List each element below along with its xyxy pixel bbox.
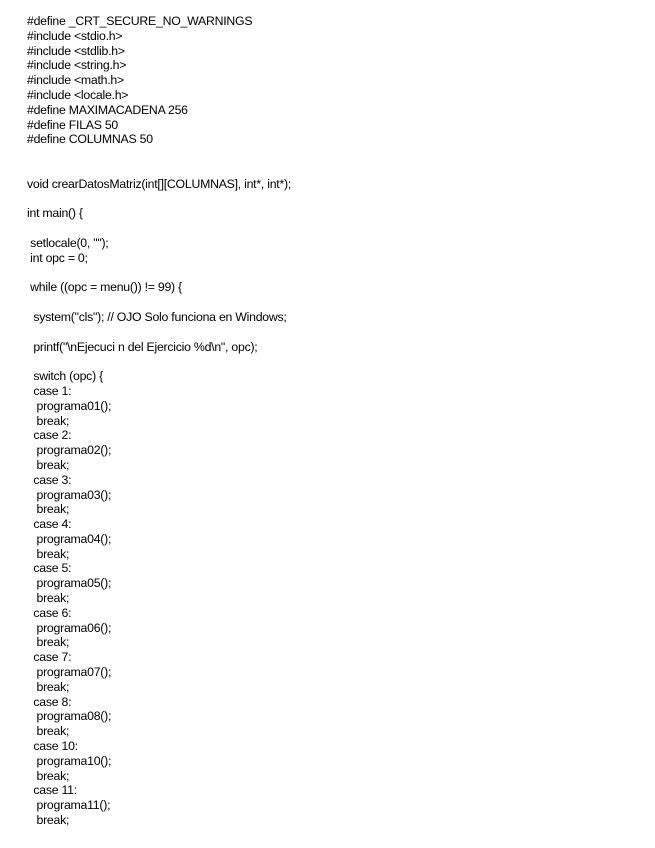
code-line: case 8: — [27, 694, 72, 709]
code-line: break; — [27, 724, 70, 739]
code-line: break; — [27, 679, 70, 694]
code-line: programa02(); — [27, 443, 112, 458]
code-line: #define _CRT_SECURE_NO_WARNINGS — [27, 14, 253, 28]
code-line: break; — [27, 546, 70, 561]
code-line: #include <stdlib.h> — [27, 43, 125, 58]
code-line: case 4: — [27, 517, 72, 532]
code-line: system("cls"); // OJO Solo funciona en Windows; — [27, 309, 287, 324]
code-line: case 2: — [27, 428, 72, 443]
code-line: programa05(); — [27, 576, 112, 591]
code-line: int opc = 0; — [27, 250, 88, 265]
code-line: case 10: — [27, 739, 78, 754]
code-line: while ((opc = menu()) != 99) { — [27, 280, 182, 295]
code-line: programa04(); — [27, 531, 112, 546]
code-line: #include <math.h> — [27, 73, 124, 88]
code-line: programa08(); — [27, 709, 112, 724]
code-line — [27, 266, 637, 281]
code-line — [27, 354, 637, 369]
code-line: switch (opc) { — [27, 369, 103, 384]
code-line: programa03(); — [27, 487, 112, 502]
code-line: programa01(); — [27, 398, 112, 413]
code-line: case 1: — [27, 383, 72, 398]
code-line: programa10(); — [27, 753, 112, 768]
code-line — [27, 147, 637, 162]
code-line: int main() { — [27, 206, 83, 221]
code-line: #include <stdio.h> — [27, 28, 123, 43]
code-line: #define COLUMNAS 50 — [27, 132, 153, 147]
code-line: break; — [27, 413, 70, 428]
code-line — [27, 162, 637, 177]
code-line: break; — [27, 768, 70, 783]
code-line: case 5: — [27, 561, 72, 576]
code-line: setlocale(0, ""); — [27, 235, 109, 250]
code-line — [27, 295, 637, 310]
code-line: #include <string.h> — [27, 58, 127, 73]
code-line: programa11(); — [27, 798, 111, 813]
code-line: break; — [27, 502, 70, 517]
code-line: programa07(); — [27, 665, 112, 680]
code-line: break; — [27, 635, 70, 650]
code-line: #define FILAS 50 — [27, 117, 119, 132]
code-document — [27, 14, 637, 828]
code-line: break; — [27, 457, 70, 472]
code-line: programa06(); — [27, 620, 112, 635]
code-line: #define MAXIMACADENA 256 — [27, 102, 188, 117]
code-line: case 11: — [27, 783, 77, 798]
code-line: void crearDatosMatriz(int[][COLUMNAS], int*, int*); — [27, 176, 292, 191]
code-line — [27, 192, 637, 207]
code-line: break; — [27, 591, 70, 606]
code-line — [27, 221, 637, 236]
code-line: break; — [27, 813, 70, 828]
code-line: #include <locale.h> — [27, 87, 129, 102]
code-line: case 3: — [27, 472, 72, 487]
code-line: case 7: — [27, 650, 72, 665]
code-line: case 6: — [27, 605, 72, 620]
code-line: printf("\nEjecuci n del Ejercicio %d\n", opc); — [27, 339, 258, 354]
code-line — [27, 325, 637, 340]
